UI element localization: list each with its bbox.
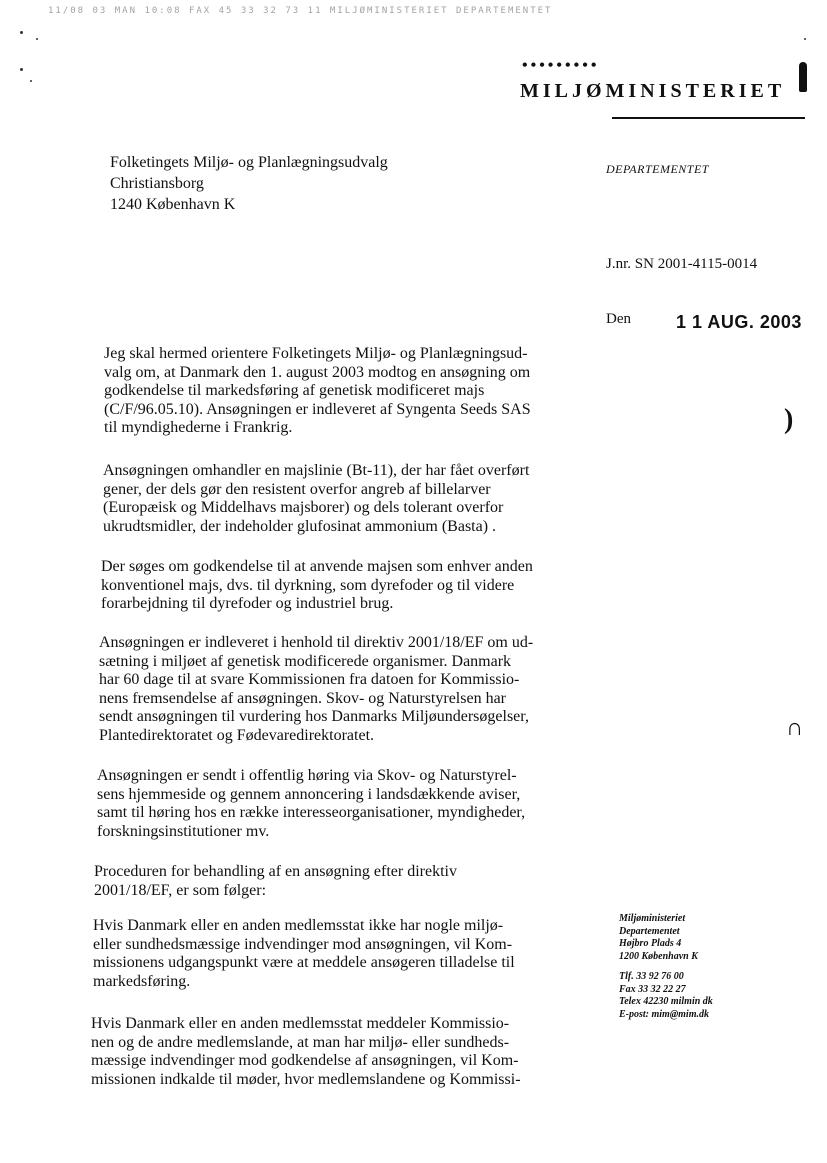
address-line: Telex 42230 milmin dk	[619, 996, 713, 1007]
recipient-line: Folketingets Miljø- og Planlægningsudvalg	[110, 154, 388, 171]
text-line: valg om, at Danmark den 1. august 2003 modtog en ansøgning om	[104, 363, 531, 381]
text-line: nen og de andre medlemslande, at man har miljø- eller sundheds-	[91, 1033, 510, 1051]
ministry-name: MILJØMINISTERIET	[520, 80, 786, 102]
text-line: forarbejdning til dyrefoder og industriel brug.	[101, 595, 394, 612]
paragraph	[103, 462, 529, 536]
address-line: Departementet	[619, 925, 680, 937]
text-line: nens fremsendelse af ansøgningen. Skov- og Naturstyrelsen har	[99, 689, 506, 707]
journal-number	[606, 256, 757, 273]
sender-address-block	[619, 913, 713, 1021]
text-line: ukrudtsmidler, der indeholder glufosinat ammonium (Basta) .	[103, 517, 497, 535]
text-line: (Europæisk og Middelhavs majsborer) og dels tolerant overfor	[103, 499, 504, 516]
text-line: til myndighederne i Frankrig.	[104, 419, 293, 436]
text-line: forskningsinstitutioner mv.	[97, 822, 270, 840]
paragraph	[93, 917, 515, 991]
paragraph	[91, 1015, 521, 1089]
paragraph	[94, 863, 457, 900]
text-line: Ansøgningen er sendt i offentlig høring via Skov- og Naturstyrel-	[97, 767, 517, 784]
date-stamp: 1 1 AUG. 2003	[676, 312, 802, 332]
text-line: (C/F/96.05.10). Ansøgningen er indleveret af Syngenta Seeds SAS	[104, 400, 531, 418]
text-line: Der søges om godkendelse til at anvende majsen som enhver anden	[101, 558, 533, 575]
letterhead-emblem-mark	[799, 62, 807, 92]
journal-label: J.nr.	[606, 256, 632, 272]
text-line: markedsføring.	[93, 972, 191, 990]
text-line: sætning i miljøet af genetisk modificerede organismer. Danmark	[99, 652, 512, 670]
text-line: sendt ansøgningen til vurdering hos Danmarks Miljøundersøgelser,	[99, 708, 529, 725]
text-line: sens hjemmeside og gennem annoncering i landsdækkende aviser,	[97, 785, 521, 803]
date-label: Den	[606, 311, 631, 327]
text-line: Plantedirektoratet og Fødevaredirektoratet.	[99, 726, 375, 744]
paragraph	[99, 634, 533, 745]
address-line: Tlf. 33 92 76 00	[619, 971, 684, 982]
recipient-address	[110, 152, 388, 215]
fax-transmission-header: 11/08 03 MAN 10:08 FAX 45 33 32 73 11 MILJØMINISTERIET DEPARTEMENTET	[48, 6, 553, 16]
text-line: mæssige indvendinger mod godkendelse af ansøgningen, vil Kom-	[91, 1052, 519, 1069]
recipient-line: 1240 København K	[110, 196, 236, 213]
address-line: E-post: mim@mim.dk	[619, 1008, 709, 1020]
text-line: Hvis Danmark eller en anden medlemsstat ikke har nogle miljø-	[93, 917, 504, 934]
margin-mark: )	[784, 404, 794, 435]
address-line: Højbro Plads 4	[619, 938, 682, 949]
paragraph	[104, 345, 531, 438]
scan-speck	[804, 38, 806, 40]
journal-value: SN 2001-4115-0014	[634, 256, 758, 272]
department-label: DEPARTEMENTET	[606, 162, 709, 176]
text-line: gener, der dels gør den resistent overfor angreb af billelarver	[103, 480, 491, 498]
text-line: godkendelse til markedsføring af genetisk modificeret majs	[104, 382, 485, 399]
address-spacer	[619, 963, 713, 971]
address-line: Miljøministeriet	[619, 913, 686, 924]
paragraph	[101, 558, 533, 614]
scan-speck	[20, 31, 23, 34]
text-line: Hvis Danmark eller en anden medlemsstat meddeler Kommissio-	[91, 1015, 510, 1032]
recipient-line: Christiansborg	[110, 175, 204, 192]
text-line: Proceduren for behandling af en ansøgning efter direktiv	[94, 863, 457, 880]
scan-speck	[20, 68, 23, 71]
scan-speck	[30, 80, 32, 82]
text-line: har 60 dage til at svare Kommissionen fra datoen for Kommissio-	[99, 671, 520, 688]
address-line: 1200 København K	[619, 950, 698, 962]
margin-mark: ∩	[786, 715, 804, 741]
letterhead-dots: •••••••••	[522, 57, 600, 74]
text-line: Ansøgningen er indleveret i henhold til direktiv 2001/18/EF om ud-	[99, 634, 534, 651]
text-line: samt til høring hos en række interesseorganisationer, myndigheder,	[97, 804, 526, 821]
address-line: Fax 33 32 22 27	[619, 983, 686, 995]
scan-speck	[36, 38, 38, 40]
text-line: Ansøgningen omhandler en majslinie (Bt-11), der har fået overført	[103, 462, 530, 479]
text-line: missionens udgangspunkt være at meddele ansøgeren tilladelse til	[93, 954, 515, 971]
letterhead-rule	[612, 117, 805, 119]
text-line: eller sundhedsmæssige indvendinger mod ansøgningen, vil Kom-	[93, 935, 513, 953]
text-line: konventionel majs, dvs. til dyrkning, som dyrefoder og til videre	[101, 576, 515, 594]
text-line: 2001/18/EF, er som følger:	[94, 881, 267, 899]
paragraph	[97, 767, 525, 841]
text-line: Jeg skal hermed orientere Folketingets Miljø- og Planlægningsud-	[104, 345, 528, 362]
text-line: missionen indkalde til møder, hvor medlemslandene og Kommissi-	[91, 1070, 521, 1088]
